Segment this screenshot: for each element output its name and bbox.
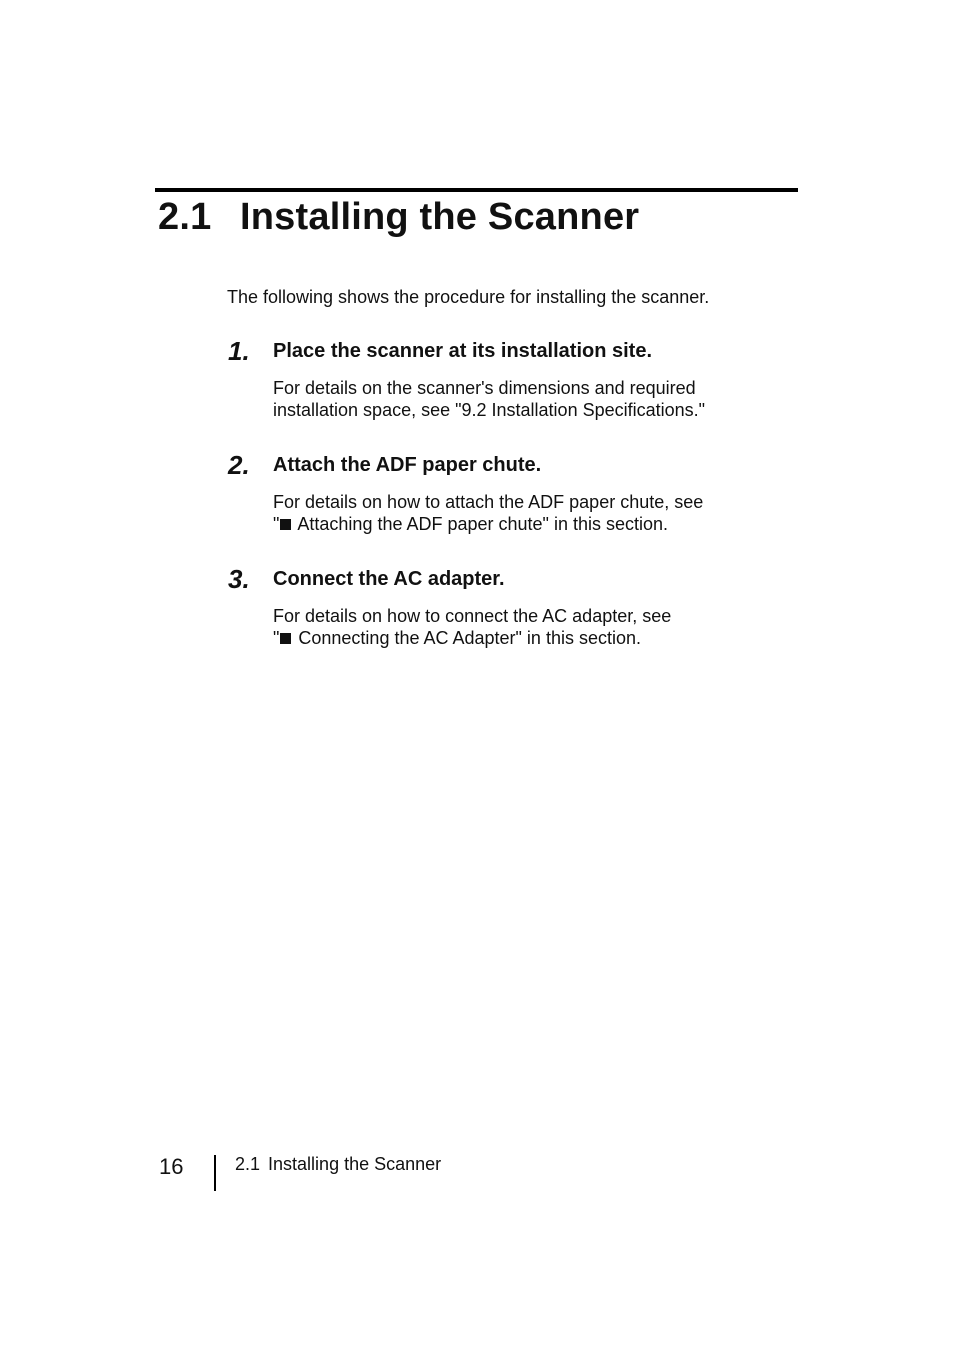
step-2-reference: Attaching the ADF paper chute" in this section. [293, 514, 668, 534]
step-1-number: 1. [228, 336, 250, 366]
step-2-line-2 [273, 513, 703, 535]
footer-section-title: Installing the Scanner [268, 1154, 442, 1174]
step-3-number: 3. [228, 564, 250, 594]
footer-divider [214, 1155, 216, 1191]
step-1-body [273, 377, 705, 421]
step-2-quote-open: " [273, 514, 280, 534]
running-footer [235, 1154, 441, 1175]
step-3-line-1: For details on how to connect the AC adapter, see [273, 606, 672, 626]
step-2-number: 2. [228, 450, 250, 480]
intro-paragraph: The following shows the procedure for installing the scanner. [227, 287, 710, 307]
section-title [158, 196, 639, 239]
step-1-line-2: installation space, see "9.2 Installation Specifications." [273, 400, 706, 420]
step-3-line-2 [273, 627, 671, 649]
step-1-line-1: For details on the scanner's dimensions and required [273, 378, 696, 398]
black-square-icon [280, 519, 291, 530]
page-number: 16 [159, 1154, 184, 1179]
step-3-heading: Connect the AC adapter. [273, 568, 505, 590]
step-1-heading: Place the scanner at its installation site. [273, 340, 653, 362]
footer-section-number: 2.1 [235, 1154, 261, 1174]
section-top-rule [155, 188, 798, 192]
step-3-quote-open: " [273, 628, 280, 648]
step-2-body [273, 491, 703, 535]
step-2-line-1: For details on how to attach the ADF paper chute, see [273, 492, 704, 512]
section-title-text: Installing the Scanner [240, 196, 640, 238]
step-2-heading: Attach the ADF paper chute. [273, 454, 542, 476]
section-number: 2.1 [158, 196, 212, 238]
black-square-icon [280, 633, 291, 644]
step-3-body [273, 605, 671, 649]
step-3-reference: Connecting the AC Adapter" in this section. [293, 628, 641, 648]
